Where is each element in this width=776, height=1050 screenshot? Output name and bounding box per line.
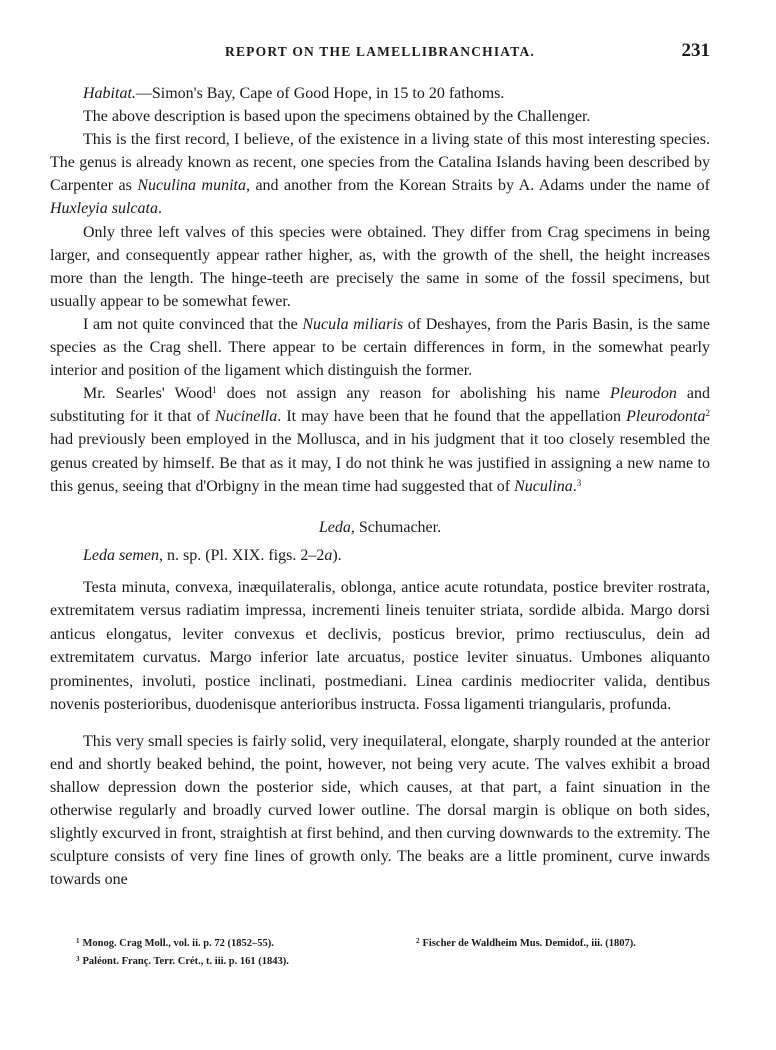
taxon-name: Pleurodonta xyxy=(626,408,706,426)
latin-description: Testa minuta, convexa, inæquilateralis, oblonga, antice acute rotundata, postice breviter rostrata, extremitatem versus radiatim impressa, incrementi lineis tenuiter striata, sordide albida. Margo dorsi anticus elongatus, leviter convexus et declivis, posticus brevior, primo rectiusculus, dein ad extremitatem curvatus. Margo inferior late arcuatus, postice leviter sinuatus. Umbones aliquanto prominentes, involuti, postice inclinati, postmediani. Linea cardinis mediocriter valida, dentibus novenis posterioribus, duodenisque anterioribus instructa. Fossa ligamenti triangularis, profunda. xyxy=(50,578,710,714)
species-heading: Leda semen, n. sp. (Pl. XIX. figs. 2–2a). xyxy=(83,546,342,564)
page-body xyxy=(50,82,710,892)
habitat-text: —Simon's Bay, Cape of Good Hope, in 15 to 20 fathoms. xyxy=(135,85,505,102)
species-name: Leda semen xyxy=(83,546,159,564)
nucula-miliaris-paragraph: I am not quite convinced that the Nucula miliaris of Deshayes, from the Paris Basin, is the same species as the Crag shell. There appear to be certain differences in form, in the somewhat pearly interior and position of the ligament which distinguish the former. xyxy=(50,315,710,380)
valves-paragraph: Only three left valves of this species were obtained. They differ from Crag specimens in being larger, and consequently appear rather higher, as, with the growth of the shell, the height increases more than the length. The hinge-teeth are precisely the same in some of the fossil specimens, but usually appear to be somewhat fewer. xyxy=(50,223,710,310)
footnote-ref: 2 xyxy=(705,408,710,419)
habitat-paragraph xyxy=(50,82,710,105)
footnote-ref: 1 xyxy=(212,385,217,396)
running-header xyxy=(50,40,710,68)
footnote-1: $^1$ Monog. Crag Moll., vol. ii. p. 72 (1852–55). xyxy=(76,937,274,949)
genus-heading xyxy=(50,516,710,539)
searles-wood-paragraph: Mr. Searles' Wood$^1$ does not assign any reason for abolishing his name Pleurodon and substituting for it that of Nucinella. It may have been that he found that the appellation Pleurodonta$^2$ had previously been employed in the Mollusca, and in his judgment that it too closely resembled the genus created by himself. Be that as it may, I do not think he was justified in assigning a new name to this genus, seeing that d'Orbigny in the mean time had suggested that of Nuculina.$^3$ xyxy=(50,385,710,495)
taxon-name: Nucula miliaris xyxy=(302,315,404,333)
footnote-3: $^3$ Paléont. Franç. Terr. Crét., t. iii. p. 161 (1843). xyxy=(76,954,289,967)
taxon-name: Pleurodon xyxy=(609,385,677,403)
taxon-name: Huxleyia sulcata xyxy=(50,200,158,218)
first-record-paragraph: This is the first record, I believe, of the existence in a living state of this most interesting species. The genus is already known as recent, one species from the Catalina Islands having been described by Carpenter as Nuculina munita, and another from the Korean Straits by A. Adams under the name of Huxleyia sulcata. xyxy=(50,131,711,218)
taxon-name: Nucinella xyxy=(215,408,278,426)
description-basis-paragraph: The above description is based upon the specimens obtained by the Challenger. xyxy=(83,108,591,126)
running-title: REPORT ON THE LAMELLIBRANCHIATA. xyxy=(225,44,535,59)
genus-author: , Schumacher. xyxy=(350,518,442,536)
taxon-name: Nuculina munita xyxy=(137,177,246,195)
habitat-label: Habitat. xyxy=(83,85,136,102)
footnote-2: $^2$ Fischer de Waldheim Mus. Demidof., iii. (1807). xyxy=(416,937,636,949)
english-description: This very small species is fairly solid, very inequilateral, elongate, sharply rounded at the anterior end and shortly beaked behind, the point, however, not being very acute. The valves exhibit a broad shallow depression down the posterior side, which causes, at that part, a faint sinuation in the otherwise regularly and broadly curved lower outline. The dorsal margin is oblique on both sides, slightly excurved in front, straightish at first behind, and then curving downwards to the extremity. The sculpture consists of very fine lines of growth only. The beaks are a little prominent, curve inwards towards one xyxy=(50,732,710,889)
footnotes xyxy=(76,934,736,969)
genus-name: Leda xyxy=(318,518,351,536)
taxon-name: Nuculina xyxy=(514,477,573,495)
footnote-ref: 3 xyxy=(576,477,582,488)
page-number: 231 xyxy=(681,40,710,61)
